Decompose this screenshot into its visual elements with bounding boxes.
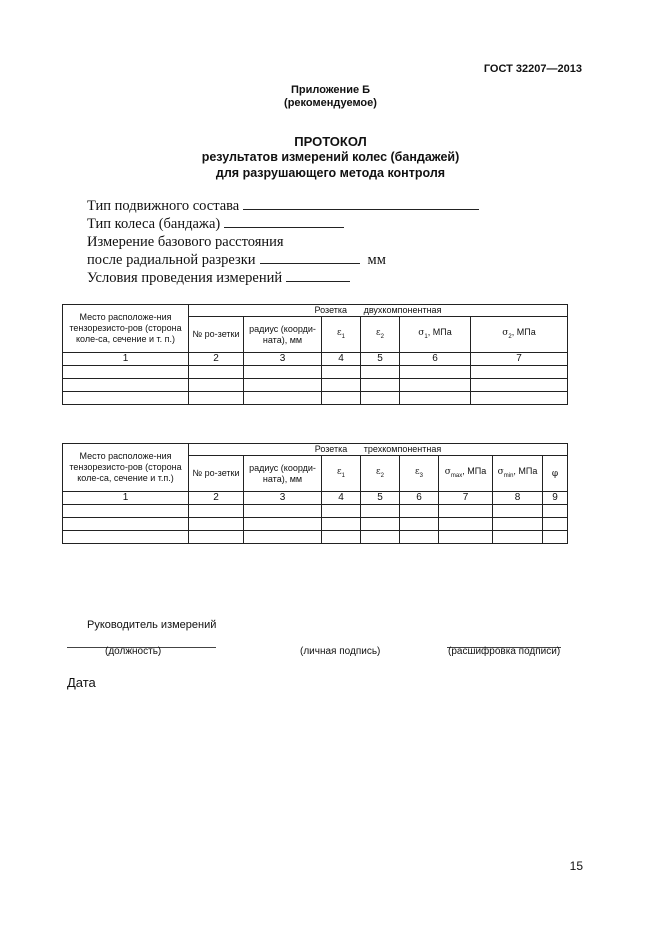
column-number: 5 — [361, 492, 400, 505]
field-wheel-type-blank[interactable] — [224, 226, 344, 228]
field-base-distance-line1: Измерение базового расстояния — [87, 234, 284, 250]
field-wheel-type-label: Тип колеса (бандажа) — [87, 216, 221, 232]
table-cell[interactable] — [439, 531, 493, 544]
table-cell[interactable] — [63, 518, 189, 531]
table-cell[interactable] — [63, 379, 189, 392]
table-row — [63, 366, 568, 379]
field-vehicle-type-label: Тип подвижного состава — [87, 198, 240, 214]
subscript: 3 — [419, 472, 423, 479]
field-conditions-blank[interactable] — [286, 280, 350, 282]
table-cell[interactable] — [471, 392, 568, 405]
col-radius: радиус (коорди-ната), мм — [244, 317, 322, 353]
epsilon-symbol: ε — [375, 327, 381, 338]
subscript: 2 — [508, 333, 512, 340]
table-cell[interactable] — [244, 392, 322, 405]
column-number-row — [63, 353, 568, 366]
table-cell[interactable] — [361, 392, 400, 405]
table-cell[interactable] — [244, 531, 322, 544]
measurement-table-two-component — [62, 304, 568, 405]
subscript: min — [503, 472, 514, 479]
column-number: 7 — [439, 492, 493, 505]
subscript: 1 — [424, 333, 428, 340]
table-cell[interactable] — [322, 518, 361, 531]
standard-number: ГОСТ 32207—2013 — [483, 63, 582, 75]
rosette-label: Розетка — [314, 444, 348, 454]
table-cell[interactable] — [189, 518, 244, 531]
table-cell[interactable] — [400, 518, 439, 531]
page-number: 15 — [569, 859, 583, 873]
table-cell[interactable] — [493, 518, 543, 531]
column-number: 1 — [63, 492, 189, 505]
table-cell[interactable] — [63, 531, 189, 544]
table-cell[interactable] — [400, 531, 439, 544]
table-cell[interactable] — [322, 379, 361, 392]
epsilon-symbol: ε — [336, 466, 342, 477]
table-cell[interactable] — [543, 518, 568, 531]
column-number: 3 — [244, 353, 322, 366]
column-number: 2 — [189, 353, 244, 366]
field-base-distance-blank[interactable] — [260, 262, 360, 264]
subscript: 1 — [341, 472, 345, 479]
sigma-symbol: σ — [497, 466, 504, 477]
table-cell[interactable] — [361, 379, 400, 392]
table-cell[interactable] — [361, 505, 400, 518]
field-base-distance-line2 — [87, 252, 386, 269]
epsilon-symbol: ε — [414, 466, 420, 477]
field-vehicle-type — [87, 198, 479, 215]
column-number: 8 — [493, 492, 543, 505]
table-row — [63, 379, 568, 392]
col-epsilon-3 — [400, 456, 439, 492]
subscript: max — [450, 472, 463, 479]
protocol-subtitle-1: результатов измерений колес (бандажей) — [201, 150, 460, 164]
table-cell[interactable] — [189, 505, 244, 518]
field-base-distance-unit: мм — [367, 252, 386, 268]
table-cell[interactable] — [400, 392, 471, 405]
subscript: 2 — [380, 333, 384, 340]
sigma-symbol: σ — [444, 466, 451, 477]
table-row — [63, 531, 568, 544]
sigma-symbol: σ — [502, 327, 509, 338]
sigma-symbol: σ — [418, 327, 425, 338]
epsilon-symbol: ε — [375, 466, 381, 477]
column-number: 2 — [189, 492, 244, 505]
unit: , МПа — [513, 465, 538, 476]
table-header-row — [63, 444, 568, 456]
col-rosette-number: № ро-зетки — [189, 317, 244, 353]
rosette-header — [189, 305, 568, 317]
date-label: Дата — [67, 675, 96, 690]
field-wheel-type — [87, 216, 344, 233]
rosette-label: Розетка — [314, 305, 348, 315]
rosette-type: двухкомпонентная — [363, 305, 442, 315]
column-number-row — [63, 492, 568, 505]
position-caption: (должность) — [105, 646, 162, 657]
table-cell[interactable] — [400, 366, 471, 379]
column-number: 9 — [543, 492, 568, 505]
col-epsilon-2 — [361, 456, 400, 492]
unit: , МПа — [462, 465, 487, 476]
table-cell[interactable] — [543, 531, 568, 544]
table-row — [63, 392, 568, 405]
head-of-measurements: Руководитель измерений — [87, 619, 217, 631]
rosette-type: трехкомпонентная — [363, 444, 442, 454]
table-cell[interactable] — [493, 531, 543, 544]
unit: , МПа — [511, 326, 536, 337]
table-cell[interactable] — [189, 379, 244, 392]
table-cell[interactable] — [322, 366, 361, 379]
table-cell[interactable] — [322, 531, 361, 544]
epsilon-symbol: ε — [336, 327, 342, 338]
table-row — [63, 505, 568, 518]
table-cell[interactable] — [244, 379, 322, 392]
table-cell[interactable] — [400, 505, 439, 518]
table-cell[interactable] — [244, 518, 322, 531]
column-number: 1 — [63, 353, 189, 366]
column-number: 6 — [400, 492, 439, 505]
column-number: 4 — [322, 492, 361, 505]
unit: , МПа — [427, 326, 452, 337]
col-sigma-max — [439, 456, 493, 492]
col-radius: радиус (коорди-ната), мм — [244, 456, 322, 492]
table-cell[interactable] — [471, 366, 568, 379]
measurement-table-three-component — [62, 443, 568, 544]
rosette-header — [189, 444, 568, 456]
table-cell[interactable] — [471, 379, 568, 392]
table-cell[interactable] — [322, 505, 361, 518]
column-number: 7 — [471, 353, 568, 366]
table-cell[interactable] — [63, 392, 189, 405]
field-conditions-label: Условия проведения измерений — [87, 270, 283, 286]
table-header-row — [63, 305, 568, 317]
table-cell[interactable] — [244, 505, 322, 518]
table-cell[interactable] — [361, 366, 400, 379]
col-sigma-min — [493, 456, 543, 492]
subscript: 2 — [380, 472, 384, 479]
table-cell[interactable] — [361, 518, 400, 531]
col-location: Место расположе-ния тензорезисто-ров (сторона коле-са, сечение и т.п.) — [63, 444, 189, 492]
appendix-subtitle: (рекомендуемое) — [284, 97, 377, 109]
col-sigma-2 — [471, 317, 568, 353]
protocol-title: ПРОТОКОЛ — [294, 134, 367, 149]
table-cell[interactable] — [361, 531, 400, 544]
phi-symbol: φ — [551, 468, 559, 479]
table-cell[interactable] — [189, 366, 244, 379]
appendix-title: Приложение Б — [290, 84, 371, 96]
table-cell[interactable] — [63, 505, 189, 518]
column-number: 3 — [244, 492, 322, 505]
table-cell[interactable] — [63, 366, 189, 379]
table-cell[interactable] — [322, 392, 361, 405]
table-cell[interactable] — [244, 366, 322, 379]
field-conditions — [87, 270, 350, 287]
table-cell[interactable] — [543, 505, 568, 518]
column-number: 6 — [400, 353, 471, 366]
decode-signature-caption: (расшифровка подписи) — [448, 646, 561, 657]
column-number: 5 — [361, 353, 400, 366]
field-base-distance-label: после радиальной разрезки — [87, 252, 256, 268]
col-epsilon-2 — [361, 317, 400, 353]
col-epsilon-1 — [322, 317, 361, 353]
table-cell[interactable] — [439, 518, 493, 531]
table-cell[interactable] — [400, 379, 471, 392]
col-epsilon-1 — [322, 456, 361, 492]
column-number: 4 — [322, 353, 361, 366]
col-rosette-number: № ро-зетки — [189, 456, 244, 492]
subscript: 1 — [341, 333, 345, 340]
protocol-subtitle-2: для разрушающего метода контроля — [215, 166, 446, 180]
personal-signature-caption: (личная подпись) — [300, 646, 381, 657]
table-cell[interactable] — [439, 505, 493, 518]
table-cell[interactable] — [493, 505, 543, 518]
field-vehicle-type-blank[interactable] — [243, 208, 479, 210]
col-phi — [543, 456, 568, 492]
col-location: Место расположе-ния тензорезисто-ров (сторона коле-са, сечение и т. п.) — [63, 305, 189, 353]
col-sigma-1 — [400, 317, 471, 353]
table-row — [63, 518, 568, 531]
table-cell[interactable] — [189, 531, 244, 544]
table-cell[interactable] — [189, 392, 244, 405]
